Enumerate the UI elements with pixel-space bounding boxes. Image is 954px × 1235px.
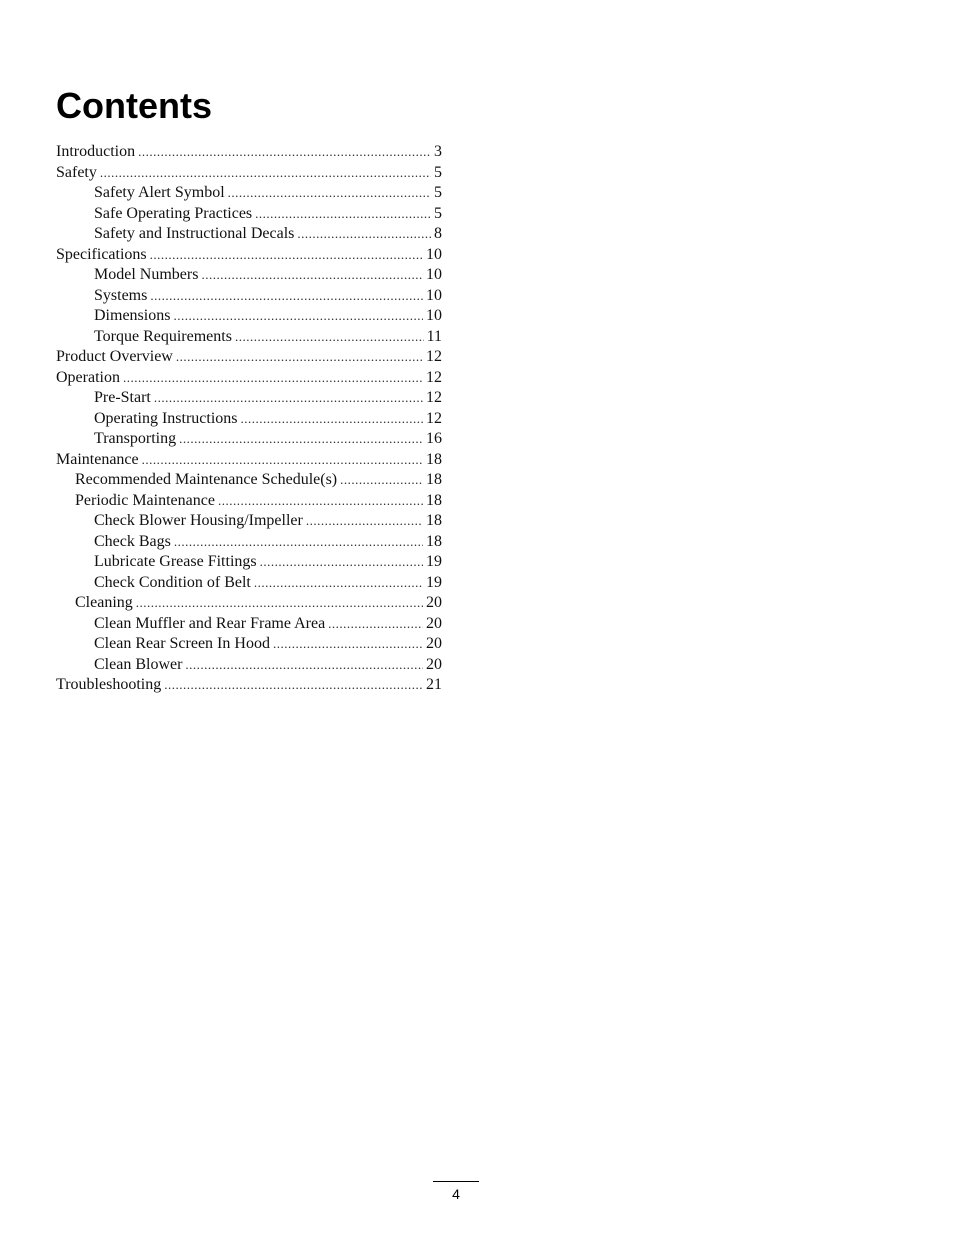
toc-entry-label: Safety and Instructional Decals xyxy=(94,225,295,242)
toc-entry[interactable] xyxy=(56,183,442,204)
toc-entry-page: 18 xyxy=(426,491,442,509)
toc-dot-leader xyxy=(328,614,423,635)
toc-entry-label: Model Numbers xyxy=(94,266,199,283)
toc-entry-page: 10 xyxy=(426,245,442,263)
page-title: Contents xyxy=(56,85,212,126)
toc-entry-page: 20 xyxy=(426,655,442,673)
toc-entry-label: Operating Instructions xyxy=(94,409,238,427)
toc-entry-page: 12 xyxy=(426,389,442,406)
toc-entry[interactable] xyxy=(56,409,442,430)
footer-rule xyxy=(433,1181,479,1182)
toc-entry-label: Pre-Start xyxy=(94,389,151,406)
toc-dot-leader xyxy=(100,163,431,184)
toc-entry[interactable] xyxy=(56,491,442,512)
toc-entry-label: Check Bags xyxy=(94,532,171,550)
toc-dot-leader xyxy=(297,224,431,245)
toc-dot-leader xyxy=(174,532,423,553)
toc-dot-leader xyxy=(201,265,423,286)
toc-dot-leader xyxy=(150,286,423,307)
toc-entry-label: Cleaning xyxy=(75,594,133,611)
toc-entry-label: Check Blower Housing/Impeller xyxy=(94,512,303,529)
page-number: 4 xyxy=(452,1186,460,1202)
toc-entry-page: 20 xyxy=(426,635,442,652)
toc-entry-label: Safety Alert Symbol xyxy=(94,184,225,201)
toc-dot-leader xyxy=(255,204,431,225)
table-of-contents xyxy=(56,142,442,696)
toc-dot-leader xyxy=(173,306,423,327)
toc-entry-label: Recommended Maintenance Schedule(s) xyxy=(75,471,338,488)
toc-entry[interactable] xyxy=(56,429,442,450)
toc-dot-leader xyxy=(273,634,423,655)
toc-dot-leader xyxy=(123,368,423,389)
toc-dot-leader xyxy=(154,388,423,409)
toc-dot-leader xyxy=(179,429,423,450)
toc-entry-page: 11 xyxy=(426,327,442,345)
toc-dot-leader xyxy=(260,552,423,573)
toc-entry-page: 20 xyxy=(426,594,442,611)
toc-entry-page: 20 xyxy=(426,614,442,632)
toc-dot-leader xyxy=(136,593,423,614)
toc-entry-label: Maintenance xyxy=(56,450,139,468)
toc-entry[interactable] xyxy=(56,388,442,409)
toc-dot-leader xyxy=(138,142,431,163)
toc-entry-page: 18 xyxy=(426,450,442,468)
toc-entry[interactable] xyxy=(56,204,442,225)
toc-entry-label: Introduction xyxy=(56,143,136,160)
toc-entry-page: 12 xyxy=(426,409,442,427)
toc-entry-label: Systems xyxy=(94,286,148,304)
toc-dot-leader xyxy=(164,675,423,696)
toc-entry[interactable] xyxy=(56,224,442,245)
toc-entry-page: 18 xyxy=(426,532,442,550)
toc-entry-page: 18 xyxy=(426,471,442,488)
toc-entry-page: 10 xyxy=(426,266,442,283)
toc-entry[interactable] xyxy=(56,573,442,594)
toc-entry-page: 12 xyxy=(426,348,442,365)
toc-entry[interactable] xyxy=(56,470,442,491)
toc-entry[interactable] xyxy=(56,286,442,307)
toc-entry[interactable] xyxy=(56,347,442,368)
toc-entry[interactable] xyxy=(56,265,442,286)
toc-entry-page: 10 xyxy=(426,307,442,324)
toc-entry-label: Periodic Maintenance xyxy=(75,491,215,509)
toc-dot-leader xyxy=(142,450,423,471)
toc-entry-label: Safe Operating Practices xyxy=(94,204,253,222)
toc-entry-page: 8 xyxy=(434,225,442,242)
toc-entry-label: Dimensions xyxy=(94,307,171,324)
toc-entry[interactable] xyxy=(56,368,442,389)
toc-dot-leader xyxy=(340,470,423,491)
toc-entry[interactable] xyxy=(56,450,442,471)
toc-dot-leader xyxy=(150,245,423,266)
toc-entry-page: 10 xyxy=(426,286,442,304)
toc-dot-leader xyxy=(235,327,424,348)
toc-entry[interactable] xyxy=(56,593,442,614)
toc-entry[interactable] xyxy=(56,675,442,696)
toc-entry-label: Operation xyxy=(56,368,120,386)
toc-entry-page: 18 xyxy=(426,512,442,529)
toc-entry[interactable] xyxy=(56,142,442,163)
toc-entry-label: Troubleshooting xyxy=(56,676,162,693)
toc-entry-label: Torque Requirements xyxy=(94,327,232,345)
toc-entry[interactable] xyxy=(56,655,442,676)
toc-entry-page: 12 xyxy=(426,368,442,386)
toc-entry[interactable] xyxy=(56,245,442,266)
toc-entry-page: 3 xyxy=(434,143,442,160)
toc-dot-leader xyxy=(306,511,423,532)
toc-dot-leader xyxy=(218,491,423,512)
toc-dot-leader xyxy=(176,347,423,368)
toc-entry[interactable] xyxy=(56,614,442,635)
toc-entry[interactable] xyxy=(56,163,442,184)
toc-entry-label: Transporting xyxy=(94,430,177,447)
toc-dot-leader xyxy=(185,655,423,676)
toc-entry-label: Product Overview xyxy=(56,348,173,365)
toc-entry-page: 19 xyxy=(426,553,442,570)
toc-entry-page: 5 xyxy=(434,184,442,201)
toc-entry-page: 21 xyxy=(426,676,442,693)
toc-entry-label: Clean Muffler and Rear Frame Area xyxy=(94,614,326,632)
toc-entry[interactable] xyxy=(56,327,442,348)
toc-entry-label: Lubricate Grease Fittings xyxy=(94,553,257,570)
toc-dot-leader xyxy=(241,409,423,430)
toc-entry-label: Safety xyxy=(56,163,97,181)
toc-entry-label: Specifications xyxy=(56,245,147,263)
toc-dot-leader xyxy=(228,183,431,204)
toc-entry-page: 5 xyxy=(434,163,442,181)
toc-entry[interactable] xyxy=(56,306,442,327)
toc-entry[interactable] xyxy=(56,552,442,573)
toc-entry[interactable] xyxy=(56,511,442,532)
toc-dot-leader xyxy=(254,573,423,594)
toc-entry-label: Clean Rear Screen In Hood xyxy=(94,635,270,652)
toc-entry-label: Check Condition of Belt xyxy=(94,573,251,591)
toc-entry-page: 16 xyxy=(426,430,442,447)
toc-entry-label: Clean Blower xyxy=(94,655,183,673)
toc-entry[interactable] xyxy=(56,634,442,655)
toc-entry-page: 5 xyxy=(434,204,442,222)
toc-entry-page: 19 xyxy=(426,573,442,591)
toc-entry[interactable] xyxy=(56,532,442,553)
